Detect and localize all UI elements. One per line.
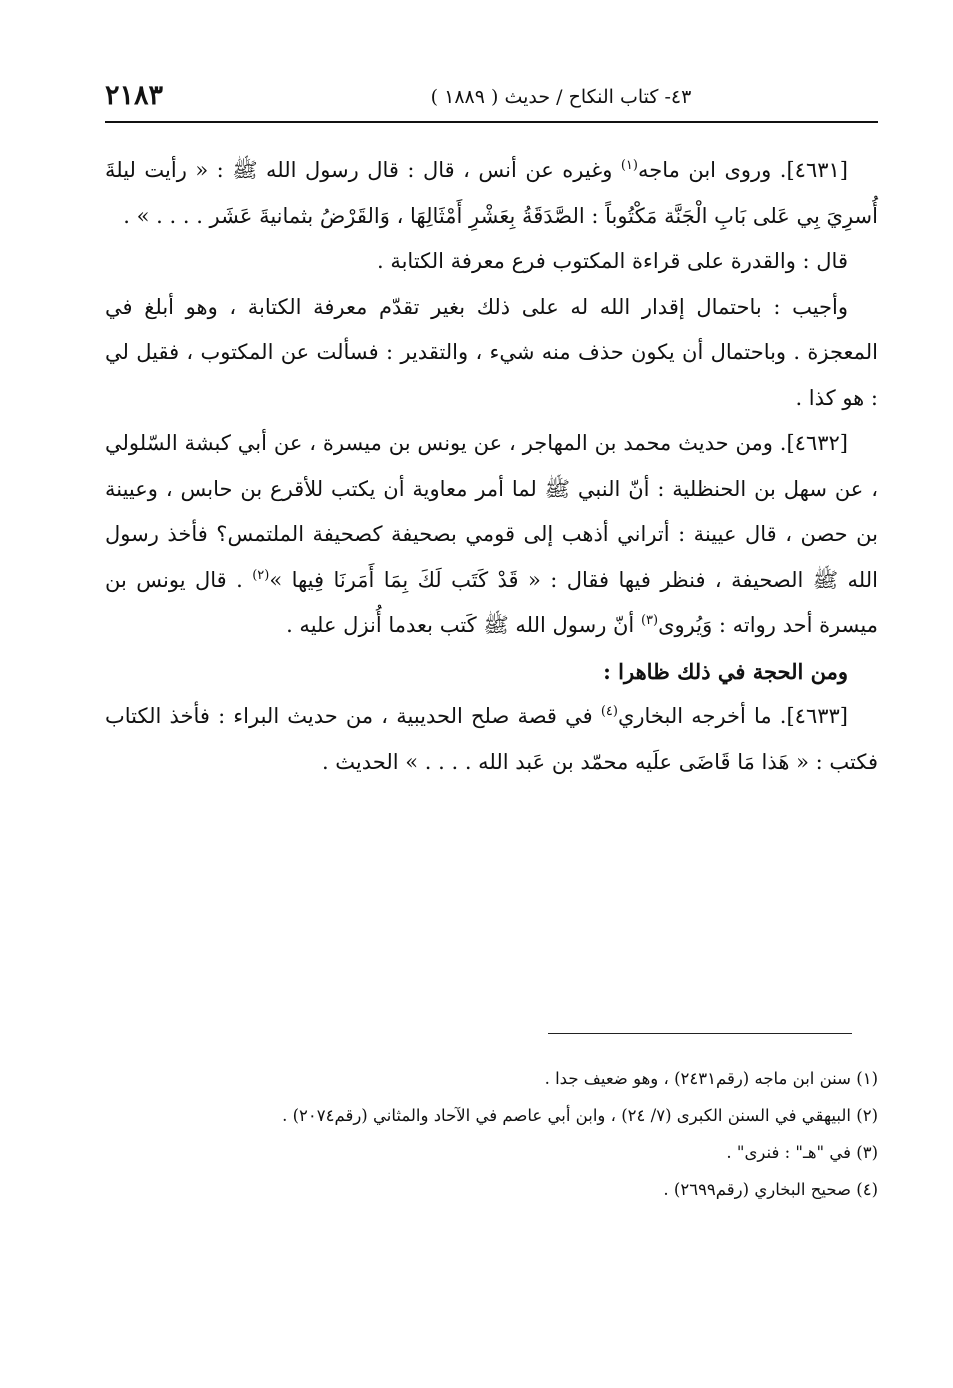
paragraph-text: [٤٦٣١]. وروى ابن ماجه bbox=[637, 158, 848, 182]
header-rule bbox=[105, 121, 878, 123]
footnote-2: (٢) البيهقي في السنن الكبرى (٧/ ٢٤) ، وابن أبي عاصم في الآحاد والمثاني (رقم٢٠٧٤) . bbox=[282, 1106, 878, 1125]
paragraph-hadith-4631 bbox=[105, 148, 878, 239]
paragraph-text: أنّ رسول الله ﷺ كَتب بعدما أُنزل عليه . bbox=[286, 613, 641, 637]
footnotes bbox=[105, 1060, 878, 1208]
paragraph-text: . قال يونس بن ميسرة أحد رواته : وَيُروى bbox=[105, 567, 878, 637]
paragraph-text: [٤٦٣٢]. ومن حديث محمد بن المهاجر ، عن يونس بن ميسرة ، عن أبي كبشة السّلولي ، عن سهل بن الحنظلية : أنّ النبي ﷺ لما أمر معاوية أن يكتب للأقرع بن حابس ، وعيينة بن حصن ، قال عيينة : أتراني أذهب إلى قومي بصحيفة كصحيفة الملتمس؟ فأخذ رسول الله ﷺ الصحيفة ، فنظر فيها فقال : « قَدْ كَتَب لَكَ بِمَا أَمَرنَا فِيها » bbox=[105, 431, 878, 592]
footnote-ref-4: (٤) bbox=[600, 704, 618, 719]
paragraph-objection: قال : والقدرة على قراءة المكتوب فرع معرفة الكتابة . bbox=[376, 249, 848, 273]
footnote-ref-3: (٣) bbox=[640, 613, 659, 628]
footnote-4: (٤) صحيح البخاري (رقم٢٦٩٩) . bbox=[663, 1180, 878, 1199]
main-text bbox=[105, 148, 878, 785]
page-number: ٢١٨٣ bbox=[105, 80, 164, 111]
footnote-ref-2: (٢) bbox=[252, 567, 270, 583]
paragraph-text: في قصة صلح الحديبية ، من حديث البراء : فأخذ الكتاب فكتب : « هَذا مَا قَاضَى علَيه محمّد بن عَبد الله . . . . » الحديث . bbox=[105, 704, 878, 774]
paragraph-hadith-4633 bbox=[105, 694, 878, 785]
footnote-3: (٣) في "هـ" : فنرى" . bbox=[726, 1143, 878, 1162]
paragraph-text: وغيره عن أنس ، قال : قال رسول الله ﷺ : « رأيت ليلةَ أُسرِيَ بِي عَلى بَابِ الْجَنَّة مَكْتُوباً : الصَّدَقَةُ بِعَشْرِ أَمْثَالِهَا ، وَالقَرْضُ بثمانيةَ عَشَر . . . . » . bbox=[105, 158, 878, 228]
paragraph-answer: وأجيب : باحتمال إقدار الله له على ذلك بغير تقدّم معرفة الكتابة ، وهو أبلغ في المعجزة . وباحتمال أن يكون حذف منه شيء ، والتقدير : فسألت عن المكتوب ، فقيل لي : هو كذا . bbox=[105, 294, 878, 410]
running-title: ٤٣- كتاب النكاح / حديث ( ١٨٨٩ ) bbox=[430, 86, 692, 108]
footnote-separator bbox=[548, 1033, 852, 1034]
footnote-1: (١) سنن ابن ماجه (رقم٢٤٣١) ، وهو ضعيف جدا . bbox=[544, 1069, 878, 1088]
paragraph-text: [٤٦٣٣]. ما أخرجه البخاري bbox=[617, 704, 848, 728]
paragraph-hadith-4632 bbox=[105, 421, 878, 649]
page-header bbox=[105, 76, 877, 120]
footnote-ref-1: (١) bbox=[620, 158, 638, 173]
section-heading: ومن الحجة في ذلك ظاهرا : bbox=[603, 658, 848, 684]
